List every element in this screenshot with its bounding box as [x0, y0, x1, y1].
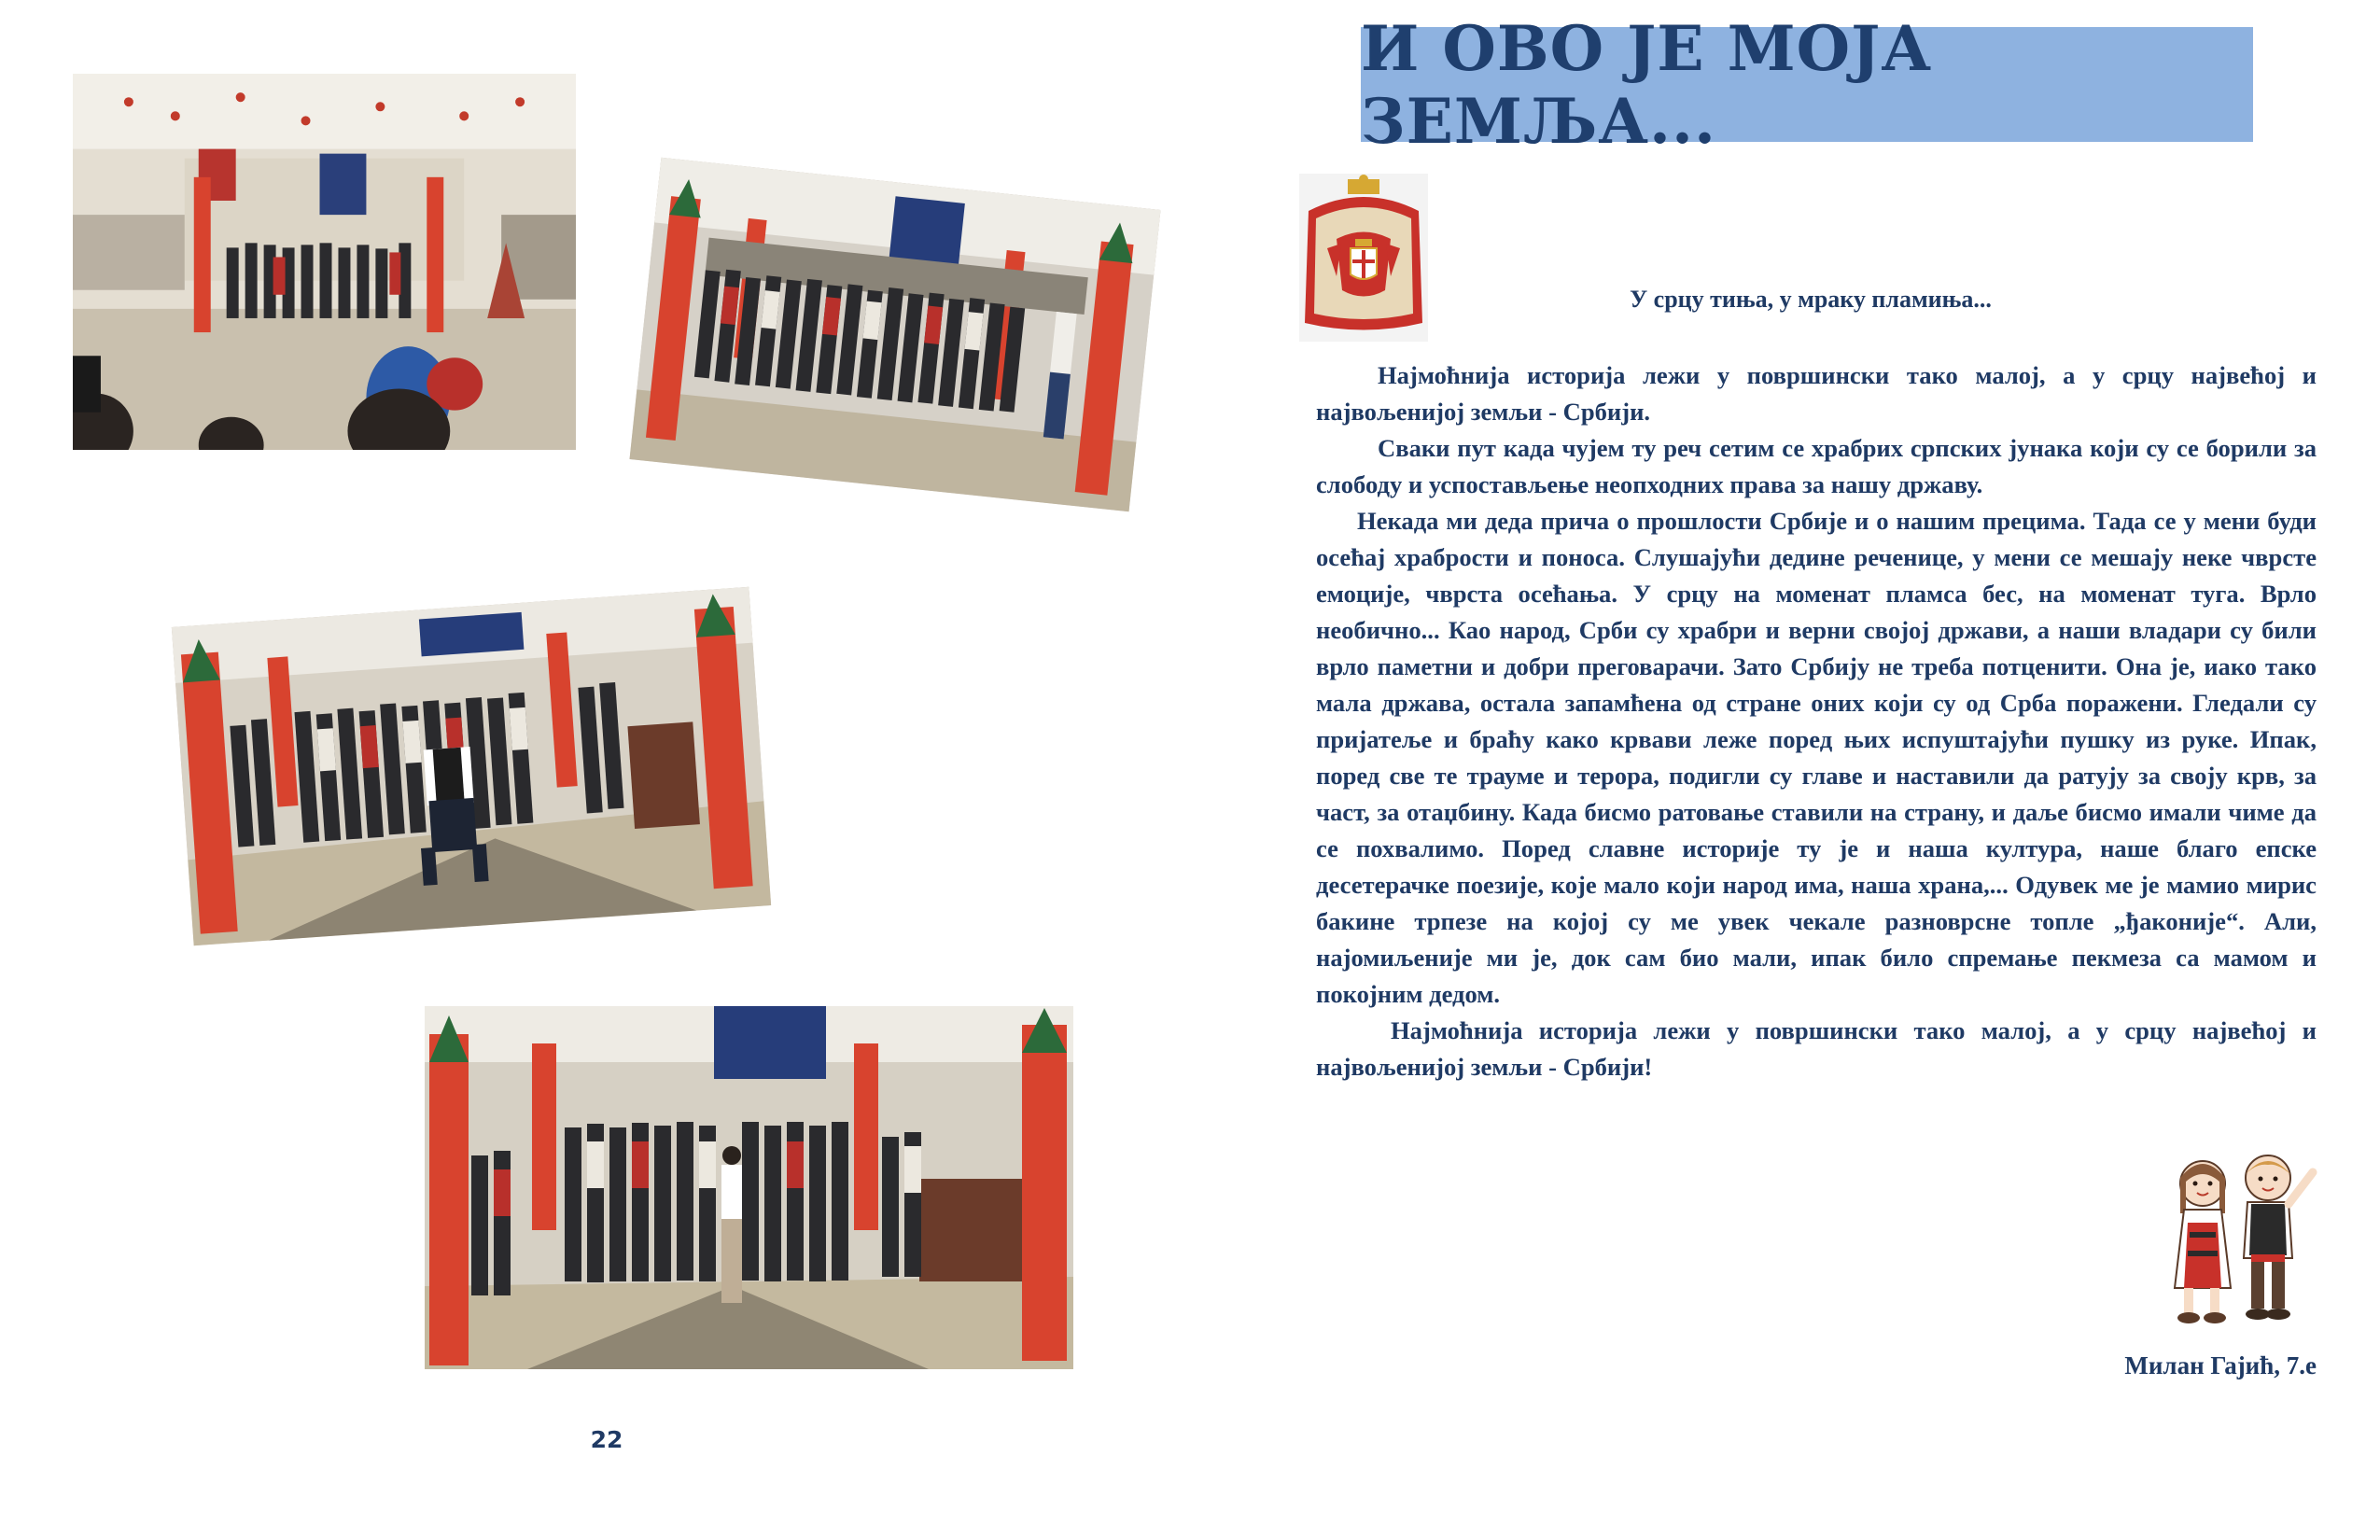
article-paragraph: Сваки пут када чујем ту реч сетим се храбрих српских јунака који су се борили за слободу и успостављење неопходних права за нашу државу.: [1316, 434, 2317, 498]
accordion-performance-photo-3: [172, 587, 771, 945]
choir-photo-2: [629, 158, 1160, 511]
article-subtitle: У срцу тиња, у мраку пламиња...: [1630, 286, 1992, 313]
article-author: Милан Гајић, 7.е: [2124, 1351, 2317, 1379]
page-title: И ОВО ЈЕ МОЈА ЗЕМЉА...: [1361, 11, 1933, 158]
school-hall-photo-1: [73, 74, 576, 450]
article-paragraph: Некада ми деда прича о прошлости Србије и о нашим прецима. Тада се у мени буди осећај храбрости и поноса. Слушајући дедине реченице, у мени се мешају неке чврсте емоције, чврста осећања. У срцу на моменат пламса бес, на моменат туга. Врло необично... Као народ, Срби су храбри и верни својој држави, а наши владари су били врло паметни и добри преговарачи. Зато Србију не треба потценити. Она је, иако тако мала држава, остала запамћена од стране оних који су од Срба поражени. Гледали су пријатеље и браћу како крвави леже поред њих испуштајући пушку из руке. Ипак, поред све те трауме и терора, подигли су главе и наставили да ратују за своју крв, за част, за отаџбину. Када бисмо ратовање ставили на страну, и даље бисмо имали чиме да се похвалимо. Поред славне историје ту је и наша култура, наше благо епске десетерачке поезије, које мало који народ има, наша храна,... Одувек ме је мамио мирис бакине трпезе на којој су ме увек чекале разноврсне топле „ђаконије“. Али, најомиљеније ми је, док сам био мали, ипак било спремање пекмеза са мамом и покојним дедом.: [1316, 507, 2317, 1008]
article-paragraph: Најмоћнија историја лежи у површински тако малој, а у срцу највећој и највољенијој земљи - Србији!: [1316, 1016, 2317, 1081]
page-number: 22: [590, 1426, 623, 1453]
article-paragraph: Најмоћнија историја лежи у површински тако малој, а у срцу највећој и највољенијој земљи - Србији.: [1316, 361, 2317, 426]
folk-costume-children-illustration: [2147, 1139, 2324, 1330]
article-body: [1316, 357, 2317, 1085]
singer-performance-photo-4: [425, 1006, 1073, 1369]
title-banner: [1361, 11, 2253, 158]
serbian-coat-of-arms-icon: [1299, 174, 1428, 342]
